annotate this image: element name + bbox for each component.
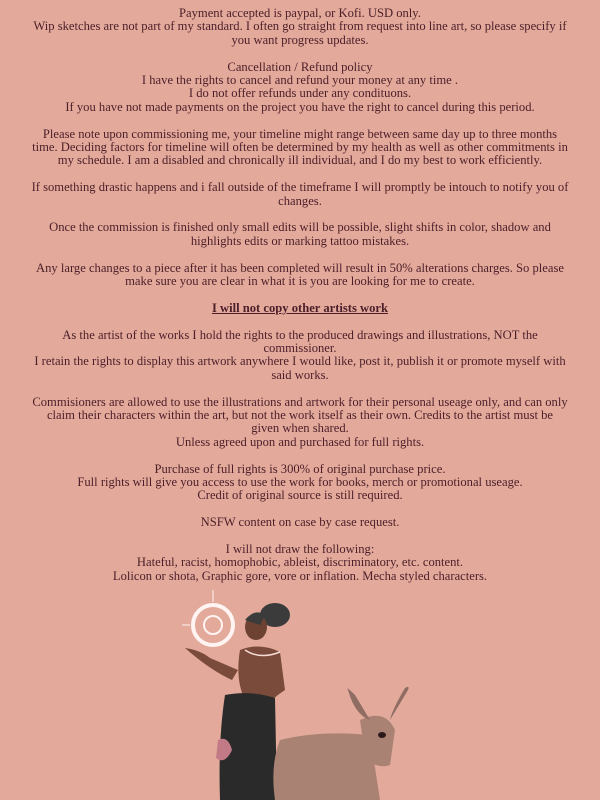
text-line: make sure you are clear in what it is you are looking for me to create. bbox=[125, 274, 475, 289]
text-line: changes. bbox=[278, 193, 322, 208]
text-line: I will not copy other artists work bbox=[211, 300, 389, 315]
glowing-sun-icon bbox=[182, 590, 233, 645]
text-line: Any large changes to a piece after it has been completed will result in 50% alterations charges. So please bbox=[36, 260, 564, 275]
paragraph bbox=[0, 543, 600, 583]
paragraph bbox=[0, 181, 600, 208]
paragraph-spacer bbox=[0, 503, 600, 516]
text-line: my schedule. I am a disabled and chronically ill individual, and I do my best to work efficiently. bbox=[57, 153, 543, 168]
text-line: I have the rights to cancel and refund your money at any time . bbox=[141, 73, 459, 88]
text-line: Wip sketches are not part of my standard. I often go straight from request into line art, so please specify if bbox=[33, 19, 567, 34]
paragraph bbox=[0, 7, 600, 47]
text-line: Once the commission is finished only small edits will be possible, slight shifts in color, shadow and bbox=[49, 220, 551, 235]
text-line: commissioner. bbox=[263, 341, 337, 356]
paragraph bbox=[0, 128, 600, 168]
illustration-woman-and-deer bbox=[170, 590, 430, 800]
paragraph bbox=[0, 61, 600, 115]
paragraph bbox=[0, 463, 600, 503]
paragraph-spacer bbox=[0, 248, 600, 261]
text-line: claim their characters within the art, but not the work itself as their own. Credits to the artist must be bbox=[46, 408, 554, 423]
text-line: Purchase of full rights is 300% of original purchase price. bbox=[154, 461, 446, 476]
paragraph-spacer bbox=[0, 530, 600, 543]
text-line: Payment accepted is paypal, or Kofi. USD only. bbox=[179, 6, 421, 20]
paragraph-spacer bbox=[0, 168, 600, 181]
text-line: Hateful, racist, homophobic, ableist, discriminatory, etc. content. bbox=[136, 555, 464, 570]
text-line: If something drastic happens and i fall outside of the timeframe I will promptly be intouch to notify you of bbox=[31, 180, 569, 195]
paragraph bbox=[0, 262, 600, 289]
paragraph-spacer bbox=[0, 315, 600, 328]
section-heading bbox=[0, 302, 600, 315]
text-line: Cancellation / Refund policy bbox=[227, 59, 373, 74]
paragraph-spacer bbox=[0, 47, 600, 60]
paragraph bbox=[0, 329, 600, 383]
paragraph bbox=[0, 516, 600, 529]
text-line: Lolicon or shota, Graphic gore, vore or inflation. Mecha styled characters. bbox=[112, 568, 488, 583]
text-line: you want progress updates. bbox=[231, 32, 369, 47]
text-line: Unless agreed upon and purchased for full rights. bbox=[175, 434, 425, 449]
paragraph bbox=[0, 221, 600, 248]
text-line: I retain the rights to display this artwork anywhere I would like, post it, publish it or promote myself with bbox=[34, 354, 566, 369]
terms-text bbox=[0, 7, 600, 583]
text-line: I do not offer refunds under any condituons. bbox=[188, 86, 412, 101]
text-line: time. Deciding factors for timeline will often be determined by my health as well as other commitments in bbox=[32, 140, 568, 155]
paragraph-spacer bbox=[0, 382, 600, 395]
text-line: said works. bbox=[271, 367, 329, 382]
deer-figure bbox=[273, 687, 408, 800]
text-line: given when shared. bbox=[251, 421, 349, 436]
paragraph-spacer bbox=[0, 114, 600, 127]
paragraph-spacer bbox=[0, 288, 600, 301]
text-line: Credit of original source is still required. bbox=[197, 488, 403, 503]
paragraph bbox=[0, 396, 600, 450]
text-line: Commisioners are allowed to use the illustrations and artwork for their personal useage only, and can only bbox=[32, 394, 568, 409]
text-line: NSFW content on case by case request. bbox=[200, 515, 400, 530]
text-line: highlights edits or marking tattoo mistakes. bbox=[190, 233, 410, 248]
paragraph-spacer bbox=[0, 449, 600, 462]
paragraph-spacer bbox=[0, 208, 600, 221]
text-line: Full rights will give you access to use the work for books, merch or promotional useage. bbox=[77, 475, 523, 490]
text-line: As the artist of the works I hold the rights to the produced drawings and illustrations, NOT the bbox=[62, 327, 538, 342]
text-line: I will not draw the following: bbox=[225, 542, 375, 557]
text-line: If you have not made payments on the project you have the right to cancel during this period. bbox=[65, 99, 535, 114]
text-line: Please note upon commissioning me, your timeline might range between same day up to three months bbox=[42, 126, 558, 141]
